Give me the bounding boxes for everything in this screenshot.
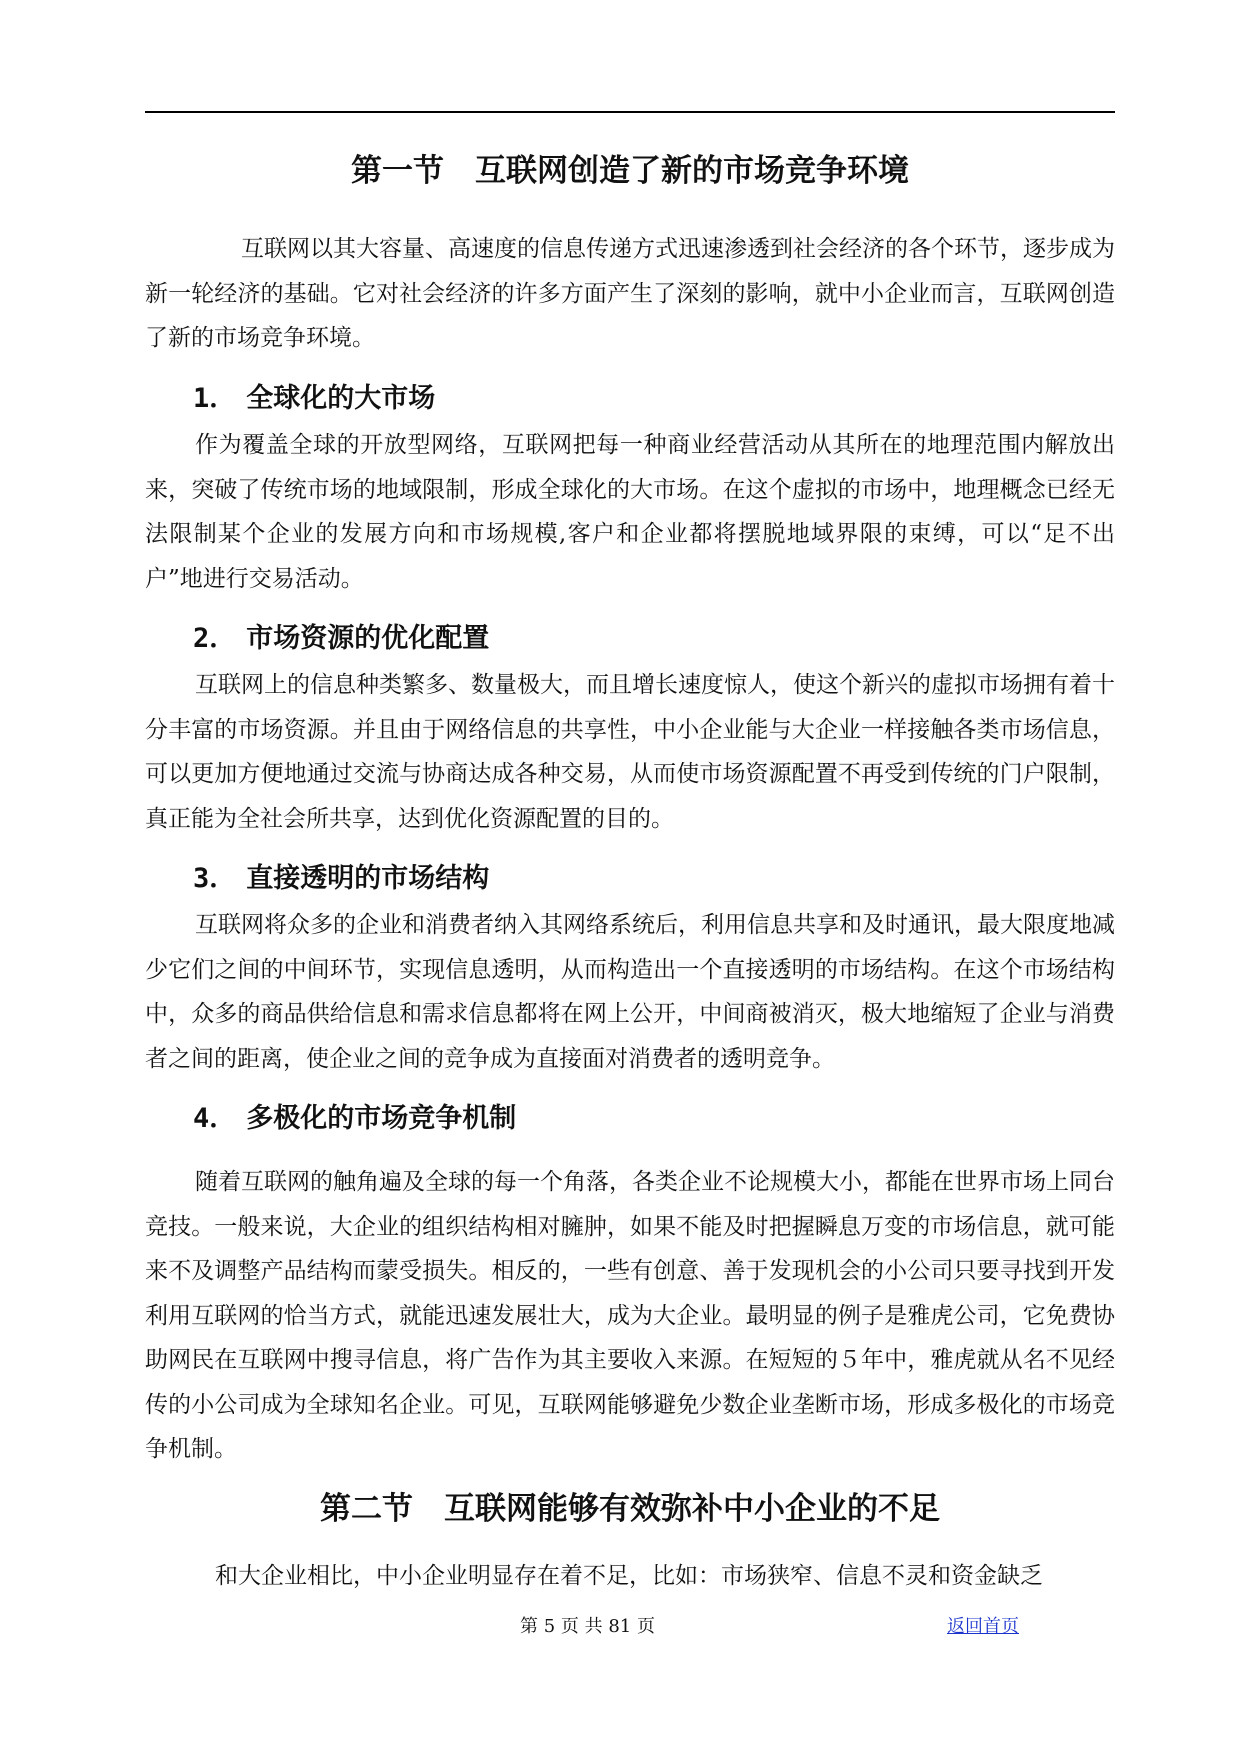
paragraph-1: 作为覆盖全球的开放型网络，互联网把每一种商业经营活动从其所在的地理范围内解放出来，突破了传统市场的地域限制，形成全球化的大市场。在这个虚拟的市场中，地理概念已经无法限制某个企业的发展方向和市场规模,客户和企业都将摆脱地域界限的束缚，可以“足不出户”地进行交易活动。 [145, 432, 1115, 592]
subheading-3-text: 直接透明的市场结构 [246, 863, 490, 894]
subheading-2-text: 市场资源的优化配置 [246, 623, 490, 654]
paragraph-3: 互联网将众多的企业和消费者纳入其网络系统后，利用信息共享和及时通讯，最大限度地减少它们之间的中间环节，实现信息透明，从而构造出一个直接透明的市场结构。在这个市场结构中，众多的商品供给信息和需求信息都将在网上公开，中间商被消灭，极大地缩短了企业与消费者之间的距离，使企业之间的竞争成为直接面对消费者的透明竞争。 [145, 912, 1115, 1072]
subheading-3-number: 3． [193, 863, 237, 894]
subheading-2-number: 2． [193, 623, 237, 654]
section-1-intro: 互联网以其大容量、高速度的信息传递方式迅速渗透到社会经济的各个环节，逐步成为新一轮经济的基础。它对社会经济的许多方面产生了深刻的影响，就中小企业而言，互联网创造了新的市场竞争环境。 [145, 236, 1115, 351]
page-footer [0, 1612, 1241, 1642]
paragraph-2: 互联网上的信息种类繁多、数量极大，而且增长速度惊人，使这个新兴的虚拟市场拥有着十分丰富的市场资源。并且由于网络信息的共享性，中小企业能与大企业一样接触各类市场信息，可以更加方便地通过交流与协商达成各种交易，从而使市场资源配置不再受到传统的门户限制，真正能为全社会所共享，达到优化资源配置的目的。 [145, 672, 1115, 832]
return-home-link[interactable]: 返回首页 [947, 1616, 1019, 1637]
subheading-1-text: 全球化的大市场 [246, 383, 436, 414]
section-2-intro: 和大企业相比，中小企业明显存在着不足，比如：市场狭窄、信息不灵和资金缺乏 [215, 1563, 1043, 1589]
section-1-title: 第一节 互联网创造了新的市场竞争环境 [351, 153, 909, 189]
subheading-3 [193, 861, 489, 897]
subheading-1-number: 1． [193, 383, 237, 414]
paragraph-4: 随着互联网的触角遍及全球的每一个角落，各类企业不论规模大小，都能在世界市场上同台竞技。一般来说，大企业的组织结构相对臃肿，如果不能及时把握瞬息万变的市场信息，就可能来不及调整产品结构而蒙受损失。相反的，一些有创意、善于发现机会的小公司只要寻找到开发利用互联网的恰当方式，就能迅速发展壮大，成为大企业。最明显的例子是雅虎公司，它免费协助网民在互联网中搜寻信息，将广告作为其主要收入来源。在短短的５年中，雅虎就从名不见经传的小公司成为全球知名企业。可见，互联网能够避免少数企业垄断市场，形成多极化的市场竞争机制。 [145, 1169, 1115, 1462]
section-2-title: 第二节 互联网能够有效弥补中小企业的不足 [320, 1491, 940, 1527]
subheading-4 [193, 1101, 516, 1137]
subheading-4-text: 多极化的市场竞争机制 [246, 1103, 517, 1134]
subheading-4-number: 4． [193, 1103, 237, 1134]
subheading-2 [193, 621, 489, 657]
subheading-1 [193, 381, 435, 417]
header-rule [145, 111, 1115, 113]
page-number: 第 5 页 共 81 页 [520, 1616, 655, 1637]
